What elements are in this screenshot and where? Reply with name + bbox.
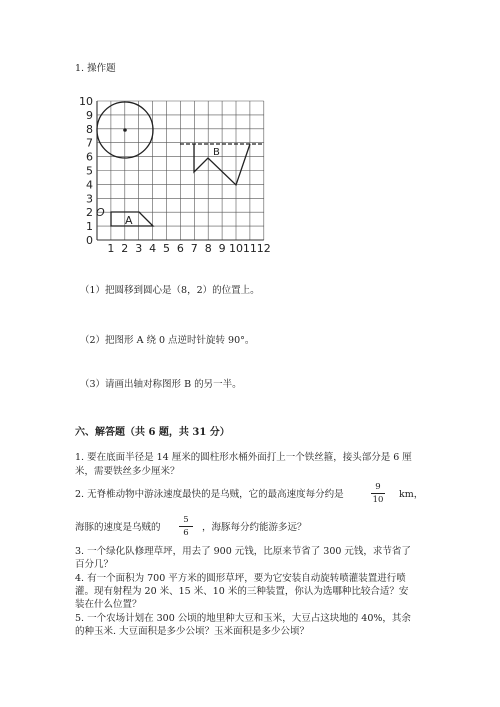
circle-shape xyxy=(97,102,153,158)
x-tick-label: 1 xyxy=(107,242,115,255)
problem-4-line-1: 4. 有一个面积为 700 平方米的圆形草坪，要为它安装自动旋转喷灌装置进行喷 xyxy=(75,573,406,584)
y-tick-label: 4 xyxy=(86,178,93,192)
x-tick-label: 11 xyxy=(242,242,257,255)
fraction-denominator: 6 xyxy=(183,528,189,538)
y-tick-label: 6 xyxy=(86,150,93,164)
y-tick-label: 8 xyxy=(86,122,93,136)
x-tick-label: 7 xyxy=(190,242,198,255)
x-tick-label: 8 xyxy=(204,242,212,255)
question-1-2: （2）把图形 A 绕 0 点逆时针旋转 90°。 xyxy=(80,335,255,346)
section-title-answers: 六、解答题（共 6 题，共 31 分） xyxy=(75,427,230,438)
circle-center-dot xyxy=(123,128,127,132)
shape-a xyxy=(111,212,153,226)
question-1-3: （3）请画出轴对称图形 B 的另一半。 xyxy=(80,379,242,390)
y-tick-label: 1 xyxy=(86,220,93,234)
y-tick-label: 9 xyxy=(86,108,93,122)
fraction-numerator: 5 xyxy=(183,515,189,525)
y-tick-label: 3 xyxy=(86,192,93,206)
y-tick-label: 0 xyxy=(86,234,93,247)
shape-b-label: B xyxy=(213,147,220,158)
shape-b xyxy=(194,144,250,185)
fraction-five-sixths xyxy=(179,515,193,538)
question-1-1: （1）把圆移到圆心是（8，2）的位置上。 xyxy=(80,285,260,296)
x-tick-label: 2 xyxy=(121,242,129,255)
y-tick-label: 2 xyxy=(86,206,93,220)
x-tick-label: 3 xyxy=(135,242,143,255)
x-tick-label: 4 xyxy=(149,242,157,255)
problem-1-line-1: 1. 要在底面半径是 14 厘米的圆柱形水桶外面打上一个铁丝箍，接头部分是 6 厘 xyxy=(75,452,412,463)
x-tick-label: 12 xyxy=(256,242,271,255)
problem-2-line-2: 海豚的速度是乌贼的 xyxy=(75,522,161,533)
fraction-nine-tenths xyxy=(371,482,385,505)
origin-label: O xyxy=(96,206,105,219)
y-tick-label: 5 xyxy=(86,164,93,178)
x-tick-label: 5 xyxy=(163,242,170,255)
y-tick-label: 7 xyxy=(86,136,93,150)
problem-3-line-1: 3. 一个绿化队修理草坪，用去了 900 元钱，比原来节省了 300 元钱，求节省了 xyxy=(75,546,411,557)
problem-2-question: ，海豚每分约能游多远？ xyxy=(202,522,307,533)
x-tick-label: 6 xyxy=(176,242,184,255)
problem-4-line-2: 灌。现有射程为 20 米、15 米、10 米的三种装置，你认为选哪种比较合适？安 xyxy=(75,586,409,597)
fraction-numerator: 9 xyxy=(375,482,381,492)
grid-lines xyxy=(97,101,264,240)
x-tick-label: 9 xyxy=(218,242,226,255)
problem-2-line-1: 2. 无脊椎动物中游泳速度最快的是乌贼，它的最高速度每分约是 xyxy=(75,489,344,500)
problem-5-line-2: 的种玉米. 大豆面积是多少公顷？玉米面积是多少公顷？ xyxy=(75,626,310,637)
problem-2-unit: km， xyxy=(399,489,424,500)
problem-3-line-2: 百分几？ xyxy=(75,559,114,570)
x-tick-label: 10 xyxy=(229,242,243,255)
fraction-denominator: 10 xyxy=(372,495,384,505)
section-title-operation: 1. 操作题 xyxy=(75,63,116,74)
problem-5-line-1: 5. 一个农场计划在 300 公顷的地里种大豆和玉米，大豆占这块地的 40%，其余 xyxy=(75,613,411,624)
grid-tick-labels xyxy=(79,95,271,255)
fraction-bar xyxy=(179,526,193,527)
fraction-bar xyxy=(371,493,385,494)
shape-a-label: A xyxy=(125,214,133,227)
problem-1-line-2: 米，需要铁丝多少厘米？ xyxy=(75,466,180,477)
y-tick-label: 10 xyxy=(79,95,93,108)
problem-4-line-3: 装在什么位置？ xyxy=(75,599,142,610)
